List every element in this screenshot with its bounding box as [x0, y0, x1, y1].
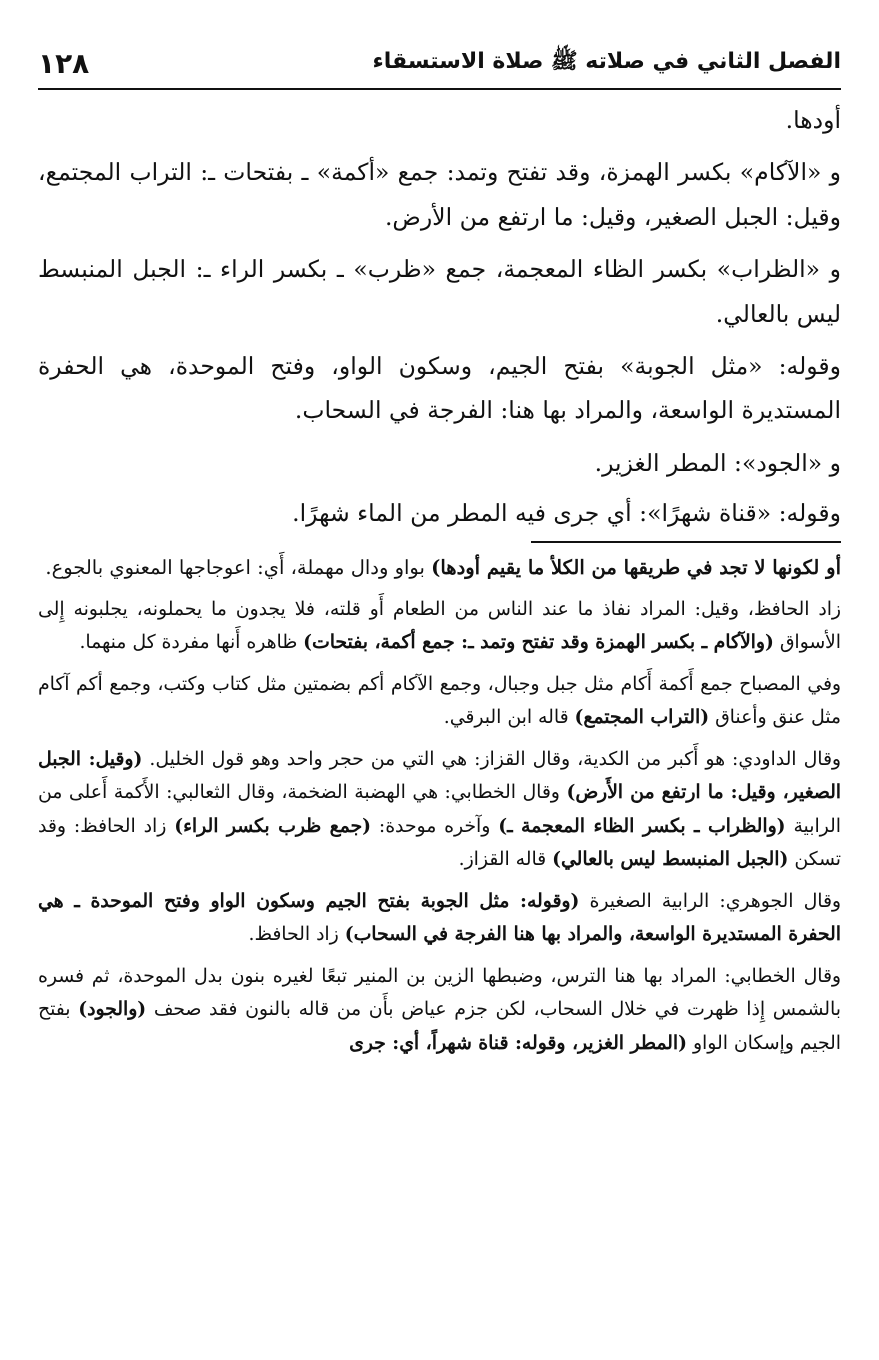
commentary-text: قاله ابن البرقي. — [443, 707, 575, 728]
commentary-quote: (والآكام ـ بكسر الهمزة وقد تفتح وتمد ـ: جمع أكمة، بفتحات) — [303, 631, 774, 653]
commentary-quote: (والجود) — [78, 998, 147, 1020]
main-text-span: و «الجود»: المطر الغزير. — [594, 448, 841, 477]
commentary — [38, 551, 841, 1068]
commentary-quote: (جمع ظرب بكسر الراء) — [174, 814, 371, 837]
commentary-text: بواو ودال مهملة، أَي: اعوجاجها المعنوي بالجوع. — [45, 556, 432, 579]
commentary-text: وقال الجوهري: الرابية الصغيرة — [579, 890, 841, 912]
main-paragraph — [38, 344, 841, 433]
commentary-paragraph — [38, 668, 841, 735]
main-text — [38, 98, 841, 542]
commentary-quote: (والظراب ـ بكسر الظاء المعجمة ـ) — [498, 814, 786, 837]
main-paragraph — [38, 98, 841, 142]
footnote-separator — [531, 541, 841, 543]
commentary-quote: (الجبل المنبسط ليس بالعالي) — [552, 848, 789, 870]
main-paragraph — [38, 441, 841, 485]
commentary-text: وقال الخطابي: هي الهضبة الضخمة، وقال الثعالبي: الأَكمة أَعلى من الرابية — [38, 782, 841, 837]
page-header — [38, 38, 841, 90]
page-number: ١٢٨ — [38, 46, 90, 80]
main-text-span: أودها. — [785, 106, 841, 134]
commentary-text: وآخره موحدة: — [370, 815, 499, 837]
commentary-text: وفي المصباح جمع أَكمة أَكام مثل جبل وجبال، وجمع الآكام أكم بضمتين مثل كتاب وكتب، وجمع أكم آكام مثل عنق وأعناق — [38, 673, 841, 728]
commentary-text: زاد الحافظ، وقيل: المراد نفاذ ما عند الناس من الطعام أَو قلته، فلا يجدون ما يحملونه، يجلبونه إِلى الأسواق — [38, 598, 841, 653]
commentary-paragraph — [38, 743, 841, 877]
commentary-paragraph — [38, 885, 841, 952]
commentary-quote: أو لكونها لا تجد في طريقها من الكلأ ما يقيم أودها) — [431, 556, 841, 579]
commentary-paragraph — [38, 960, 841, 1061]
commentary-text: ظاهره أَنها مفردة كل منهما. — [79, 632, 304, 653]
commentary-quote: (المطر الغزير، وقوله: قناة شهراً، أي: جرى — [349, 1031, 688, 1054]
main-paragraph — [38, 150, 841, 239]
commentary-text: زاد الحافظ. — [248, 924, 345, 945]
main-text-span: و «الآكام» بكسر الهمزة، وقد تفتح وتمد: جمع «أكمة» ـ بفتحات ـ: التراب المجتمع، وقيل: الجبل الصغير، وقيل: ما ارتفع من الأرض. — [38, 158, 841, 231]
main-text-span: وقوله: «قناة شهرًا»: أي جرى فيه المطر من الماء شهرًا. — [292, 499, 841, 528]
commentary-text: زاد الحافظ: وقد تسكن — [38, 815, 841, 870]
commentary-text: قاله القزاز. — [458, 849, 553, 870]
main-paragraph — [38, 491, 841, 535]
commentary-text: بفتح الجيم وإسكان الواو — [38, 999, 841, 1054]
main-paragraph — [38, 247, 841, 336]
commentary-text: وقال الخطابي: المراد بها هنا الترس، وضبطها الزين بن المنير تبعًا لغيره بنون بدل الموحدة، ثم فسره بالشمس إِذا ظهرت في خلال السحاب، لكن جزم عياض بأَن من قاله بالنون فقد صحف — [38, 965, 841, 1020]
commentary-quote: (التراب المجتمع) — [574, 706, 710, 728]
commentary-text: وقال الداودي: هو أَكبر من الكدية، وقال القزاز: هي التي من حجر واحد وهو قول الخليل. — [142, 748, 841, 770]
main-text-span: وقوله: «مثل الجوبة» بفتح الجيم، وسكون الواو، وفتح الموحدة، هي الحفرة المستديرة الواسعة، والمراد بها هنا: الفرجة في السحاب. — [38, 352, 841, 425]
running-title: الفصل الثاني في صلاته ﷺ صلاة الاستسقاء — [372, 49, 841, 74]
commentary-quote: (وقيل: الجبل الصغير، وقيل: ما ارتفع من الأَرض) — [38, 747, 842, 803]
commentary-paragraph — [38, 593, 841, 660]
main-text-span: و «الظراب» بكسر الظاء المعجمة، جمع «ظرب» ـ بكسر الراء ـ: الجبل المنبسط ليس بالعالي. — [38, 255, 841, 328]
commentary-quote: (وقوله: مثل الجوبة بفتح الجيم وسكون الواو وفتح الموحدة ـ هي الحفرة المستديرة الواسعة، والمراد بها هنا الفرجة في السحاب) — [38, 889, 841, 945]
commentary-paragraph — [38, 551, 841, 585]
